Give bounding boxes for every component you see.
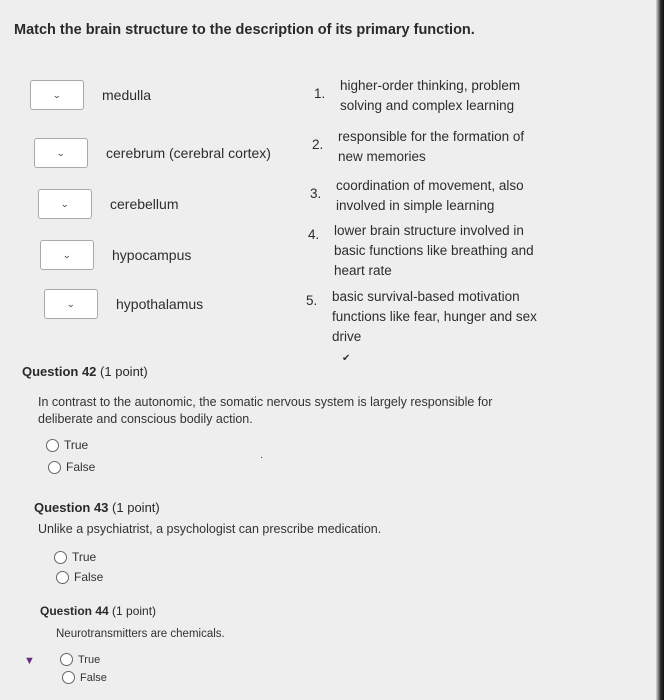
match-label: hypocampus: [112, 247, 192, 263]
q43-option-false[interactable]: False: [56, 570, 103, 584]
matching-question-title: Match the brain structure to the description of its primary function.: [14, 22, 475, 38]
scrollbar[interactable]: [656, 0, 664, 700]
match-label: cerebrum (cerebral cortex): [106, 145, 271, 161]
description-3: 3. coordination of movement, also involved in simple learning: [310, 178, 524, 213]
q43-option-true[interactable]: True: [54, 550, 96, 564]
question-43-title: Question 43 (1 point): [34, 500, 160, 515]
chevron-down-icon: ⌄: [52, 89, 62, 100]
match-row-hypocampus: [40, 240, 191, 270]
chevron-down-icon: ⌄: [60, 198, 70, 209]
q44-option-false[interactable]: False: [62, 671, 107, 684]
description-5: 5. basic survival-based motivation functions like fear, hunger and sex drive: [306, 289, 537, 344]
match-select[interactable]: [40, 240, 94, 270]
match-select[interactable]: [44, 289, 98, 319]
question-43-text: Unlike a psychiatrist, a psychologist can prescribe medication.: [38, 522, 382, 536]
description-2: 2. responsible for the formation of new memories: [312, 129, 525, 164]
radio-button[interactable]: [54, 551, 67, 564]
cursor-mark: ·: [260, 452, 264, 463]
chevron-down-icon: ⌄: [66, 298, 76, 309]
question-44-title: Question 44 (1 point): [40, 604, 157, 618]
chevron-down-icon: ⌄: [62, 249, 72, 260]
q44-option-true[interactable]: True: [60, 653, 100, 666]
question-44-text: Neurotransmitters are chemicals.: [56, 628, 225, 640]
match-row-medulla: [30, 80, 151, 110]
radio-button[interactable]: [48, 461, 61, 474]
description-1: 1. higher-order thinking, problem solving and complex learning: [314, 78, 521, 113]
q42-option-true[interactable]: True: [46, 438, 88, 452]
question-42-text: In contrast to the autonomic, the somatic nervous system is largely responsible for deliberate and conscious bodily action.: [38, 395, 493, 426]
cursor-mark: ✔: [342, 353, 351, 364]
q42-option-false[interactable]: False: [48, 460, 95, 474]
match-select[interactable]: [38, 189, 92, 219]
match-row-hypothalamus: [44, 289, 203, 319]
match-row-cerebrum: [34, 138, 271, 168]
description-4: 4. lower brain structure involved in basic functions like breathing and heart rate: [308, 223, 534, 278]
match-select[interactable]: [34, 138, 88, 168]
match-label: medulla: [102, 87, 152, 103]
radio-button[interactable]: [46, 439, 59, 452]
match-label: hypothalamus: [116, 296, 204, 312]
radio-button[interactable]: [62, 671, 75, 684]
radio-button[interactable]: [56, 571, 69, 584]
match-label: cerebellum: [110, 196, 179, 212]
radio-button[interactable]: [60, 653, 73, 666]
question-42-title: Question 42 (1 point): [22, 364, 148, 379]
match-row-cerebellum: [38, 189, 178, 219]
chevron-down-icon: ⌄: [56, 147, 66, 158]
match-select[interactable]: [30, 80, 84, 110]
collapse-marker-icon: ▼: [24, 655, 35, 667]
